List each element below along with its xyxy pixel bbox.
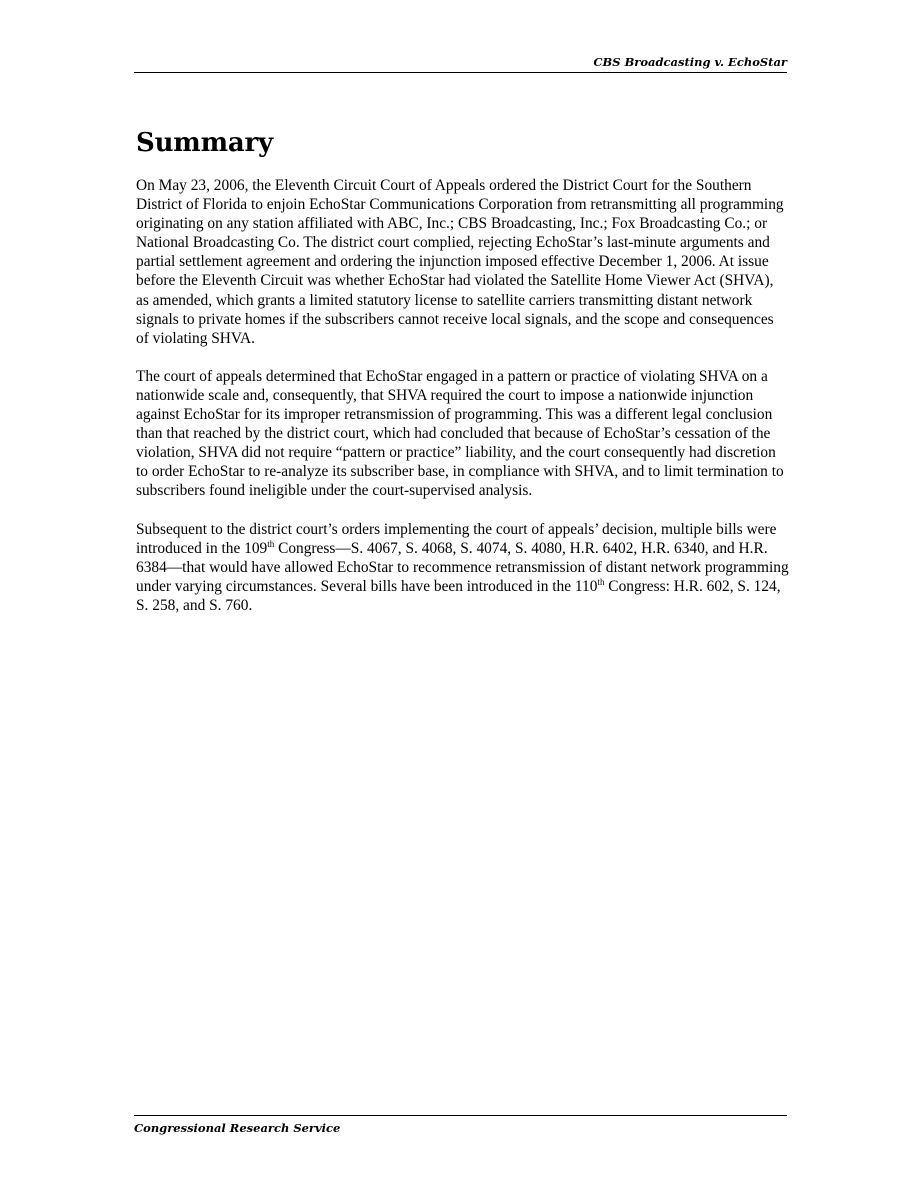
section-title: Summary <box>136 128 273 158</box>
running-header-title: CBS Broadcasting v. EchoStar <box>593 55 787 69</box>
paragraph-3-text-c: Congress: H.R. 602, S. 124, S. 258, and S. 760. <box>136 577 781 614</box>
summary-paragraph-3 <box>136 520 790 615</box>
footer-publisher: Congressional Research Service <box>134 1121 341 1135</box>
summary-paragraph-2: The court of appeals determined that EchoStar engaged in a pattern or practice of violating SHVA on a nationwide scale and, consequently, that SHVA required the court to impose a nationwide injunction against EchoStar for its improper retransmission of programming. This was a different legal conclusion than that reached by the district court, which had concluded that because of EchoStar’s cessation of the violation, SHVA did not require “pattern or practice” liability, and the court consequently had discretion to order EchoStar to re-analyze its subscriber base, in compliance with SHVA, and to limit termination to subscribers found ineligible under the court-supervised analysis. <box>136 367 784 500</box>
summary-paragraph-1: On May 23, 2006, the Eleventh Circuit Court of Appeals ordered the District Court for the Southern District of Florida to enjoin EchoStar Communications Corporation from retransmitting all programming originating on any station affiliated with ABC, Inc.; CBS Broadcasting, Inc.; Fox Broadcasting Co.; or National Broadcasting Co. The district court complied, rejecting EchoStar’s last-minute arguments and partial settlement agreement and ordering the injunction imposed effective December 1, 2006. At issue before the Eleventh Circuit was whether EchoStar had violated the Satellite Home Viewer Act (SHVA), as amended, which grants a limited statutory license to satellite carriers transmitting distant network signals to private homes if the subscribers cannot receive local signals, and the scope and consequences of violating SHVA. <box>136 177 784 347</box>
running-footer <box>134 1115 787 1135</box>
paragraph-3-text-b: Congress—S. 4067, S. 4068, S. 4074, S. 4080, H.R. 6402, H.R. 6340, and H.R. 6384—that would have allowed EchoStar to recommence retransmission of distant network programming under varying circumstances. Several bills have been introduced in the 110 <box>136 539 789 595</box>
paragraph-3-text-a: Subsequent to the district court’s orders implementing the court of appeals’ decision, multiple bills were introduced in the 109 <box>136 520 777 557</box>
running-header <box>134 55 787 73</box>
document-body <box>136 126 790 634</box>
ordinal-suffix-110: th <box>597 576 605 587</box>
ordinal-suffix-109: th <box>267 538 275 549</box>
